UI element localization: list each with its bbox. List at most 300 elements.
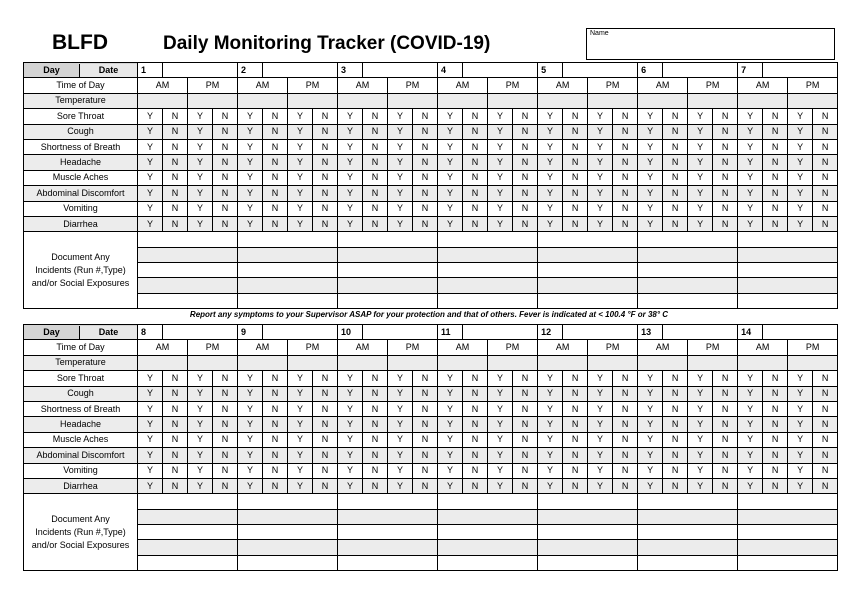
incident-entry-cell[interactable] bbox=[338, 509, 438, 524]
incident-entry-cell[interactable] bbox=[638, 525, 738, 540]
yes-option[interactable]: Y bbox=[388, 463, 413, 478]
no-option[interactable]: N bbox=[763, 463, 788, 478]
temperature-pm-cell[interactable] bbox=[388, 93, 438, 108]
no-option[interactable]: N bbox=[463, 186, 488, 201]
yes-option[interactable]: Y bbox=[238, 432, 263, 447]
incident-entry-cell[interactable] bbox=[138, 247, 238, 262]
no-option[interactable]: N bbox=[713, 463, 738, 478]
no-option[interactable]: N bbox=[513, 386, 538, 401]
yes-option[interactable]: Y bbox=[138, 186, 163, 201]
no-option[interactable]: N bbox=[613, 201, 638, 216]
incident-entry-cell[interactable] bbox=[238, 232, 338, 247]
yes-option[interactable]: Y bbox=[138, 109, 163, 124]
no-option[interactable]: N bbox=[213, 401, 238, 416]
yes-option[interactable]: Y bbox=[238, 201, 263, 216]
no-option[interactable]: N bbox=[263, 386, 288, 401]
yes-option[interactable]: Y bbox=[288, 109, 313, 124]
no-option[interactable]: N bbox=[763, 432, 788, 447]
no-option[interactable]: N bbox=[763, 386, 788, 401]
no-option[interactable]: N bbox=[413, 201, 438, 216]
incident-entry-cell[interactable] bbox=[538, 263, 638, 278]
yes-option[interactable]: Y bbox=[188, 463, 213, 478]
yes-option[interactable]: Y bbox=[288, 201, 313, 216]
yes-option[interactable]: Y bbox=[688, 201, 713, 216]
incident-entry-cell[interactable] bbox=[238, 540, 338, 555]
no-option[interactable]: N bbox=[313, 201, 338, 216]
incident-entry-cell[interactable] bbox=[238, 263, 338, 278]
yes-option[interactable]: Y bbox=[488, 463, 513, 478]
incident-entry-cell[interactable] bbox=[638, 509, 738, 524]
yes-option[interactable]: Y bbox=[538, 448, 563, 463]
yes-option[interactable]: Y bbox=[438, 417, 463, 432]
yes-option[interactable]: Y bbox=[338, 124, 363, 139]
no-option[interactable]: N bbox=[413, 139, 438, 154]
incident-entry-cell[interactable] bbox=[738, 509, 838, 524]
no-option[interactable]: N bbox=[763, 201, 788, 216]
incident-entry-cell[interactable] bbox=[738, 525, 838, 540]
yes-option[interactable]: Y bbox=[588, 371, 613, 386]
yes-option[interactable]: Y bbox=[138, 401, 163, 416]
no-option[interactable]: N bbox=[513, 417, 538, 432]
no-option[interactable]: N bbox=[313, 216, 338, 231]
no-option[interactable]: N bbox=[613, 186, 638, 201]
yes-option[interactable]: Y bbox=[488, 139, 513, 154]
yes-option[interactable]: Y bbox=[138, 170, 163, 185]
yes-option[interactable]: Y bbox=[238, 139, 263, 154]
yes-option[interactable]: Y bbox=[188, 478, 213, 493]
no-option[interactable]: N bbox=[663, 386, 688, 401]
yes-option[interactable]: Y bbox=[538, 478, 563, 493]
yes-option[interactable]: Y bbox=[338, 109, 363, 124]
no-option[interactable]: N bbox=[563, 386, 588, 401]
incident-entry-cell[interactable] bbox=[438, 247, 538, 262]
yes-option[interactable]: Y bbox=[788, 371, 813, 386]
incident-entry-cell[interactable] bbox=[538, 293, 638, 308]
no-option[interactable]: N bbox=[563, 478, 588, 493]
date-entry-cell[interactable] bbox=[663, 325, 738, 340]
no-option[interactable]: N bbox=[163, 371, 188, 386]
incident-entry-cell[interactable] bbox=[538, 232, 638, 247]
yes-option[interactable]: Y bbox=[488, 448, 513, 463]
no-option[interactable]: N bbox=[313, 386, 338, 401]
no-option[interactable]: N bbox=[713, 201, 738, 216]
yes-option[interactable]: Y bbox=[238, 216, 263, 231]
no-option[interactable]: N bbox=[763, 371, 788, 386]
yes-option[interactable]: Y bbox=[738, 124, 763, 139]
incident-entry-cell[interactable] bbox=[738, 293, 838, 308]
yes-option[interactable]: Y bbox=[488, 371, 513, 386]
no-option[interactable]: N bbox=[613, 432, 638, 447]
no-option[interactable]: N bbox=[663, 186, 688, 201]
no-option[interactable]: N bbox=[463, 155, 488, 170]
yes-option[interactable]: Y bbox=[388, 386, 413, 401]
yes-option[interactable]: Y bbox=[688, 109, 713, 124]
incident-entry-cell[interactable] bbox=[738, 247, 838, 262]
no-option[interactable]: N bbox=[213, 139, 238, 154]
no-option[interactable]: N bbox=[763, 139, 788, 154]
yes-option[interactable]: Y bbox=[388, 432, 413, 447]
no-option[interactable]: N bbox=[713, 186, 738, 201]
temperature-pm-cell[interactable] bbox=[788, 355, 838, 370]
no-option[interactable]: N bbox=[413, 386, 438, 401]
yes-option[interactable]: Y bbox=[288, 216, 313, 231]
yes-option[interactable]: Y bbox=[588, 386, 613, 401]
date-entry-cell[interactable] bbox=[163, 325, 238, 340]
date-entry-cell[interactable] bbox=[563, 63, 638, 78]
no-option[interactable]: N bbox=[513, 201, 538, 216]
yes-option[interactable]: Y bbox=[788, 432, 813, 447]
no-option[interactable]: N bbox=[663, 371, 688, 386]
temperature-am-cell[interactable] bbox=[538, 93, 588, 108]
no-option[interactable]: N bbox=[363, 155, 388, 170]
no-option[interactable]: N bbox=[613, 417, 638, 432]
temperature-am-cell[interactable] bbox=[438, 355, 488, 370]
no-option[interactable]: N bbox=[463, 432, 488, 447]
incident-entry-cell[interactable] bbox=[338, 494, 438, 509]
yes-option[interactable]: Y bbox=[138, 432, 163, 447]
incident-entry-cell[interactable] bbox=[538, 540, 638, 555]
no-option[interactable]: N bbox=[563, 109, 588, 124]
no-option[interactable]: N bbox=[213, 124, 238, 139]
no-option[interactable]: N bbox=[413, 463, 438, 478]
yes-option[interactable]: Y bbox=[638, 170, 663, 185]
no-option[interactable]: N bbox=[413, 448, 438, 463]
temperature-am-cell[interactable] bbox=[638, 355, 688, 370]
no-option[interactable]: N bbox=[513, 186, 538, 201]
incident-entry-cell[interactable] bbox=[538, 509, 638, 524]
no-option[interactable]: N bbox=[263, 155, 288, 170]
yes-option[interactable]: Y bbox=[388, 478, 413, 493]
yes-option[interactable]: Y bbox=[338, 432, 363, 447]
yes-option[interactable]: Y bbox=[188, 216, 213, 231]
no-option[interactable]: N bbox=[263, 478, 288, 493]
yes-option[interactable]: Y bbox=[138, 448, 163, 463]
yes-option[interactable]: Y bbox=[738, 155, 763, 170]
yes-option[interactable]: Y bbox=[438, 186, 463, 201]
yes-option[interactable]: Y bbox=[688, 432, 713, 447]
yes-option[interactable]: Y bbox=[538, 432, 563, 447]
no-option[interactable]: N bbox=[413, 371, 438, 386]
temperature-am-cell[interactable] bbox=[338, 355, 388, 370]
no-option[interactable]: N bbox=[363, 417, 388, 432]
yes-option[interactable]: Y bbox=[238, 401, 263, 416]
yes-option[interactable]: Y bbox=[338, 201, 363, 216]
incident-entry-cell[interactable] bbox=[438, 278, 538, 293]
no-option[interactable]: N bbox=[363, 186, 388, 201]
no-option[interactable]: N bbox=[713, 448, 738, 463]
date-entry-cell[interactable] bbox=[163, 63, 238, 78]
no-option[interactable]: N bbox=[263, 463, 288, 478]
yes-option[interactable]: Y bbox=[288, 371, 313, 386]
no-option[interactable]: N bbox=[263, 216, 288, 231]
yes-option[interactable]: Y bbox=[588, 201, 613, 216]
no-option[interactable]: N bbox=[563, 216, 588, 231]
yes-option[interactable]: Y bbox=[138, 463, 163, 478]
no-option[interactable]: N bbox=[513, 124, 538, 139]
no-option[interactable]: N bbox=[663, 139, 688, 154]
yes-option[interactable]: Y bbox=[188, 139, 213, 154]
no-option[interactable]: N bbox=[463, 216, 488, 231]
yes-option[interactable]: Y bbox=[538, 417, 563, 432]
temperature-am-cell[interactable] bbox=[238, 93, 288, 108]
yes-option[interactable]: Y bbox=[288, 432, 313, 447]
yes-option[interactable]: Y bbox=[688, 371, 713, 386]
no-option[interactable]: N bbox=[713, 170, 738, 185]
incident-entry-cell[interactable] bbox=[738, 263, 838, 278]
no-option[interactable]: N bbox=[813, 463, 838, 478]
no-option[interactable]: N bbox=[363, 478, 388, 493]
no-option[interactable]: N bbox=[613, 448, 638, 463]
temperature-pm-cell[interactable] bbox=[788, 93, 838, 108]
incident-entry-cell[interactable] bbox=[238, 494, 338, 509]
no-option[interactable]: N bbox=[413, 186, 438, 201]
yes-option[interactable]: Y bbox=[388, 216, 413, 231]
date-entry-cell[interactable] bbox=[663, 63, 738, 78]
yes-option[interactable]: Y bbox=[588, 432, 613, 447]
yes-option[interactable]: Y bbox=[138, 417, 163, 432]
yes-option[interactable]: Y bbox=[638, 417, 663, 432]
temperature-am-cell[interactable] bbox=[138, 93, 188, 108]
no-option[interactable]: N bbox=[263, 371, 288, 386]
no-option[interactable]: N bbox=[363, 139, 388, 154]
no-option[interactable]: N bbox=[213, 478, 238, 493]
no-option[interactable]: N bbox=[163, 124, 188, 139]
yes-option[interactable]: Y bbox=[238, 386, 263, 401]
no-option[interactable]: N bbox=[463, 448, 488, 463]
no-option[interactable]: N bbox=[763, 109, 788, 124]
incident-entry-cell[interactable] bbox=[338, 278, 438, 293]
yes-option[interactable]: Y bbox=[738, 432, 763, 447]
yes-option[interactable]: Y bbox=[638, 155, 663, 170]
yes-option[interactable]: Y bbox=[288, 417, 313, 432]
yes-option[interactable]: Y bbox=[438, 109, 463, 124]
no-option[interactable]: N bbox=[763, 216, 788, 231]
no-option[interactable]: N bbox=[313, 448, 338, 463]
temperature-am-cell[interactable] bbox=[638, 93, 688, 108]
no-option[interactable]: N bbox=[413, 109, 438, 124]
incident-entry-cell[interactable] bbox=[338, 293, 438, 308]
no-option[interactable]: N bbox=[513, 463, 538, 478]
yes-option[interactable]: Y bbox=[688, 170, 713, 185]
no-option[interactable]: N bbox=[613, 463, 638, 478]
temperature-pm-cell[interactable] bbox=[588, 93, 638, 108]
no-option[interactable]: N bbox=[313, 139, 338, 154]
yes-option[interactable]: Y bbox=[188, 432, 213, 447]
incident-entry-cell[interactable] bbox=[738, 555, 838, 570]
yes-option[interactable]: Y bbox=[788, 201, 813, 216]
no-option[interactable]: N bbox=[363, 463, 388, 478]
incident-entry-cell[interactable] bbox=[738, 540, 838, 555]
yes-option[interactable]: Y bbox=[438, 432, 463, 447]
yes-option[interactable]: Y bbox=[488, 417, 513, 432]
no-option[interactable]: N bbox=[813, 201, 838, 216]
no-option[interactable]: N bbox=[713, 417, 738, 432]
yes-option[interactable]: Y bbox=[538, 109, 563, 124]
no-option[interactable]: N bbox=[213, 216, 238, 231]
yes-option[interactable]: Y bbox=[538, 371, 563, 386]
no-option[interactable]: N bbox=[163, 432, 188, 447]
yes-option[interactable]: Y bbox=[588, 216, 613, 231]
yes-option[interactable]: Y bbox=[738, 201, 763, 216]
incident-entry-cell[interactable] bbox=[138, 525, 238, 540]
yes-option[interactable]: Y bbox=[138, 201, 163, 216]
no-option[interactable]: N bbox=[663, 155, 688, 170]
yes-option[interactable]: Y bbox=[788, 417, 813, 432]
incident-entry-cell[interactable] bbox=[438, 540, 538, 555]
yes-option[interactable]: Y bbox=[688, 216, 713, 231]
no-option[interactable]: N bbox=[713, 401, 738, 416]
no-option[interactable]: N bbox=[163, 448, 188, 463]
no-option[interactable]: N bbox=[513, 401, 538, 416]
yes-option[interactable]: Y bbox=[538, 186, 563, 201]
no-option[interactable]: N bbox=[263, 124, 288, 139]
temperature-pm-cell[interactable] bbox=[188, 93, 238, 108]
incident-entry-cell[interactable] bbox=[238, 293, 338, 308]
no-option[interactable]: N bbox=[763, 186, 788, 201]
yes-option[interactable]: Y bbox=[638, 371, 663, 386]
no-option[interactable]: N bbox=[213, 170, 238, 185]
yes-option[interactable]: Y bbox=[288, 478, 313, 493]
incident-entry-cell[interactable] bbox=[538, 247, 638, 262]
yes-option[interactable]: Y bbox=[588, 463, 613, 478]
yes-option[interactable]: Y bbox=[638, 186, 663, 201]
incident-entry-cell[interactable] bbox=[138, 555, 238, 570]
date-entry-cell[interactable] bbox=[263, 325, 338, 340]
yes-option[interactable]: Y bbox=[238, 186, 263, 201]
no-option[interactable]: N bbox=[663, 124, 688, 139]
yes-option[interactable]: Y bbox=[788, 478, 813, 493]
yes-option[interactable]: Y bbox=[438, 139, 463, 154]
yes-option[interactable]: Y bbox=[738, 170, 763, 185]
no-option[interactable]: N bbox=[563, 155, 588, 170]
no-option[interactable]: N bbox=[463, 139, 488, 154]
incident-entry-cell[interactable] bbox=[538, 278, 638, 293]
incident-entry-cell[interactable] bbox=[138, 278, 238, 293]
yes-option[interactable]: Y bbox=[188, 170, 213, 185]
no-option[interactable]: N bbox=[213, 109, 238, 124]
yes-option[interactable]: Y bbox=[688, 401, 713, 416]
incident-entry-cell[interactable] bbox=[438, 263, 538, 278]
no-option[interactable]: N bbox=[663, 463, 688, 478]
no-option[interactable]: N bbox=[313, 155, 338, 170]
incident-entry-cell[interactable] bbox=[738, 232, 838, 247]
no-option[interactable]: N bbox=[763, 170, 788, 185]
incident-entry-cell[interactable] bbox=[538, 525, 638, 540]
incident-entry-cell[interactable] bbox=[238, 278, 338, 293]
no-option[interactable]: N bbox=[713, 432, 738, 447]
no-option[interactable]: N bbox=[413, 432, 438, 447]
yes-option[interactable]: Y bbox=[638, 109, 663, 124]
incident-entry-cell[interactable] bbox=[438, 494, 538, 509]
no-option[interactable]: N bbox=[713, 139, 738, 154]
temperature-am-cell[interactable] bbox=[338, 93, 388, 108]
no-option[interactable]: N bbox=[363, 109, 388, 124]
no-option[interactable]: N bbox=[813, 478, 838, 493]
yes-option[interactable]: Y bbox=[138, 139, 163, 154]
no-option[interactable]: N bbox=[613, 155, 638, 170]
no-option[interactable]: N bbox=[713, 155, 738, 170]
no-option[interactable]: N bbox=[563, 371, 588, 386]
incident-entry-cell[interactable] bbox=[138, 232, 238, 247]
yes-option[interactable]: Y bbox=[688, 478, 713, 493]
no-option[interactable]: N bbox=[163, 401, 188, 416]
temperature-pm-cell[interactable] bbox=[288, 93, 338, 108]
yes-option[interactable]: Y bbox=[438, 201, 463, 216]
no-option[interactable]: N bbox=[163, 386, 188, 401]
no-option[interactable]: N bbox=[363, 216, 388, 231]
yes-option[interactable]: Y bbox=[638, 216, 663, 231]
yes-option[interactable]: Y bbox=[588, 417, 613, 432]
no-option[interactable]: N bbox=[763, 448, 788, 463]
incident-entry-cell[interactable] bbox=[638, 494, 738, 509]
yes-option[interactable]: Y bbox=[488, 401, 513, 416]
yes-option[interactable]: Y bbox=[588, 155, 613, 170]
yes-option[interactable]: Y bbox=[338, 401, 363, 416]
incident-entry-cell[interactable] bbox=[338, 555, 438, 570]
no-option[interactable]: N bbox=[263, 401, 288, 416]
incident-entry-cell[interactable] bbox=[238, 555, 338, 570]
yes-option[interactable]: Y bbox=[338, 417, 363, 432]
yes-option[interactable]: Y bbox=[738, 371, 763, 386]
yes-option[interactable]: Y bbox=[388, 155, 413, 170]
no-option[interactable]: N bbox=[463, 401, 488, 416]
yes-option[interactable]: Y bbox=[388, 124, 413, 139]
no-option[interactable]: N bbox=[463, 386, 488, 401]
no-option[interactable]: N bbox=[463, 170, 488, 185]
yes-option[interactable]: Y bbox=[638, 463, 663, 478]
yes-option[interactable]: Y bbox=[238, 170, 263, 185]
no-option[interactable]: N bbox=[613, 109, 638, 124]
yes-option[interactable]: Y bbox=[188, 109, 213, 124]
yes-option[interactable]: Y bbox=[738, 186, 763, 201]
no-option[interactable]: N bbox=[463, 109, 488, 124]
yes-option[interactable]: Y bbox=[288, 401, 313, 416]
no-option[interactable]: N bbox=[363, 386, 388, 401]
no-option[interactable]: N bbox=[263, 417, 288, 432]
yes-option[interactable]: Y bbox=[238, 448, 263, 463]
yes-option[interactable]: Y bbox=[638, 139, 663, 154]
incident-entry-cell[interactable] bbox=[638, 293, 738, 308]
no-option[interactable]: N bbox=[213, 155, 238, 170]
yes-option[interactable]: Y bbox=[188, 124, 213, 139]
incident-entry-cell[interactable] bbox=[638, 278, 738, 293]
yes-option[interactable]: Y bbox=[338, 463, 363, 478]
temperature-am-cell[interactable] bbox=[538, 355, 588, 370]
temperature-pm-cell[interactable] bbox=[188, 355, 238, 370]
no-option[interactable]: N bbox=[563, 186, 588, 201]
no-option[interactable]: N bbox=[713, 371, 738, 386]
yes-option[interactable]: Y bbox=[438, 478, 463, 493]
no-option[interactable]: N bbox=[663, 109, 688, 124]
no-option[interactable]: N bbox=[663, 201, 688, 216]
yes-option[interactable]: Y bbox=[538, 170, 563, 185]
yes-option[interactable]: Y bbox=[588, 401, 613, 416]
incident-entry-cell[interactable] bbox=[338, 263, 438, 278]
no-option[interactable]: N bbox=[813, 155, 838, 170]
no-option[interactable]: N bbox=[463, 478, 488, 493]
no-option[interactable]: N bbox=[413, 124, 438, 139]
yes-option[interactable]: Y bbox=[338, 448, 363, 463]
no-option[interactable]: N bbox=[663, 216, 688, 231]
no-option[interactable]: N bbox=[363, 432, 388, 447]
incident-entry-cell[interactable] bbox=[338, 247, 438, 262]
yes-option[interactable]: Y bbox=[388, 170, 413, 185]
temperature-am-cell[interactable] bbox=[738, 93, 788, 108]
date-entry-cell[interactable] bbox=[763, 325, 838, 340]
yes-option[interactable]: Y bbox=[538, 216, 563, 231]
yes-option[interactable]: Y bbox=[288, 448, 313, 463]
temperature-pm-cell[interactable] bbox=[688, 93, 738, 108]
